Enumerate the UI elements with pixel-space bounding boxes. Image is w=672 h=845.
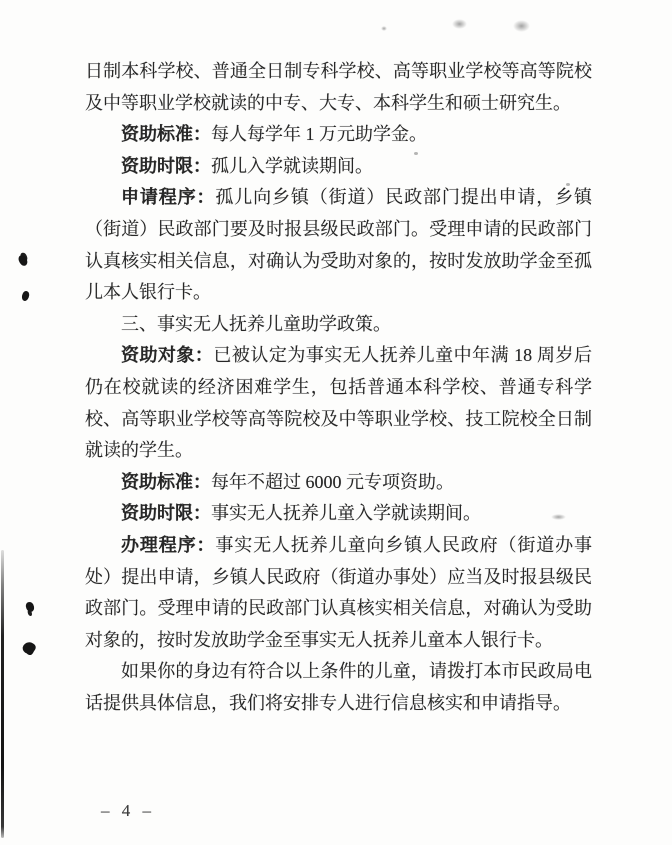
field-text: 每人每学年 1 万元助学金。 xyxy=(211,124,427,145)
paragraph-text: 日制本科学校、普通全日制专科学校、高等职业学校等高等院校及中等职业学校就读的中专、大专、本科学生和硕士研究生。 xyxy=(85,61,592,113)
page-footer xyxy=(101,801,155,821)
paragraph-application-procedure xyxy=(85,182,592,308)
ink-speckle xyxy=(17,254,28,267)
section-heading: 三、事实无人抚养儿童助学政策。 xyxy=(121,313,391,334)
field-label: 资助时限： xyxy=(121,503,211,524)
scan-speck xyxy=(513,20,530,32)
field-text: 已被认定为事实无人抚养儿童中年满 18 周岁后仍在校就读的经济困难学生，包括普通本科学校、普通专科学校、高等职业学校等高等院校及中等职业学校、技工院校全日制就读的学生。 xyxy=(85,345,593,461)
page-number: – 4 – xyxy=(101,801,155,820)
field-text: 孤儿向乡镇（街道）民政部门提出申请，乡镇（街道）民政部门要及时报县级民政部门。受理申请的民政部门认真核实相关信息，对确认为受助对象的，按时发放助学金至孤儿本人银行卡。 xyxy=(85,187,592,303)
paragraph-funding-period-1 xyxy=(85,151,592,183)
ink-speckle xyxy=(25,601,34,612)
field-label: 资助时限： xyxy=(121,155,211,176)
paragraph-closing-note: 如果你的身边有符合以上条件的儿童，请拨打本市民政局电话提供具体信息，我们将安排专人进行信息核实和申请指导。 xyxy=(85,661,592,713)
field-label: 办理程序： xyxy=(121,534,216,555)
field-text: 每年不超过 6000 元专项资助。 xyxy=(211,471,454,492)
paragraph-funding-target xyxy=(85,340,592,466)
scan-edge-line xyxy=(1,550,4,838)
field-label: 资助对象： xyxy=(121,345,214,366)
paragraph-handling-procedure xyxy=(85,530,592,656)
field-text: 孤儿入学就读期间。 xyxy=(211,155,373,176)
paragraph-funding-period-2 xyxy=(85,498,592,530)
paragraph-continuation xyxy=(85,56,592,119)
field-label: 资助标准： xyxy=(121,124,211,145)
ink-speckle xyxy=(20,290,30,302)
paragraph-funding-standard-1 xyxy=(85,119,592,151)
field-text: 事实无人抚养儿童向乡镇人民政府（街道办事处）提出申请，乡镇人民政府（街道办事处）应当及时报县级民政部门。受理申请的民政部门认真核实相关信息，对确认为受助对象的，按时发放助学金至事实无人抚养儿童本人银行卡。 xyxy=(85,534,592,650)
scan-speck xyxy=(381,26,387,31)
document-body xyxy=(85,56,592,719)
ink-speckle xyxy=(21,640,38,657)
paragraph-funding-standard-2 xyxy=(85,467,592,499)
field-label: 资助标准： xyxy=(121,471,211,492)
scan-speck xyxy=(452,19,467,29)
field-text: 事实无人抚养儿童入学就读期间。 xyxy=(211,503,481,524)
field-label: 申请程序： xyxy=(121,187,216,208)
